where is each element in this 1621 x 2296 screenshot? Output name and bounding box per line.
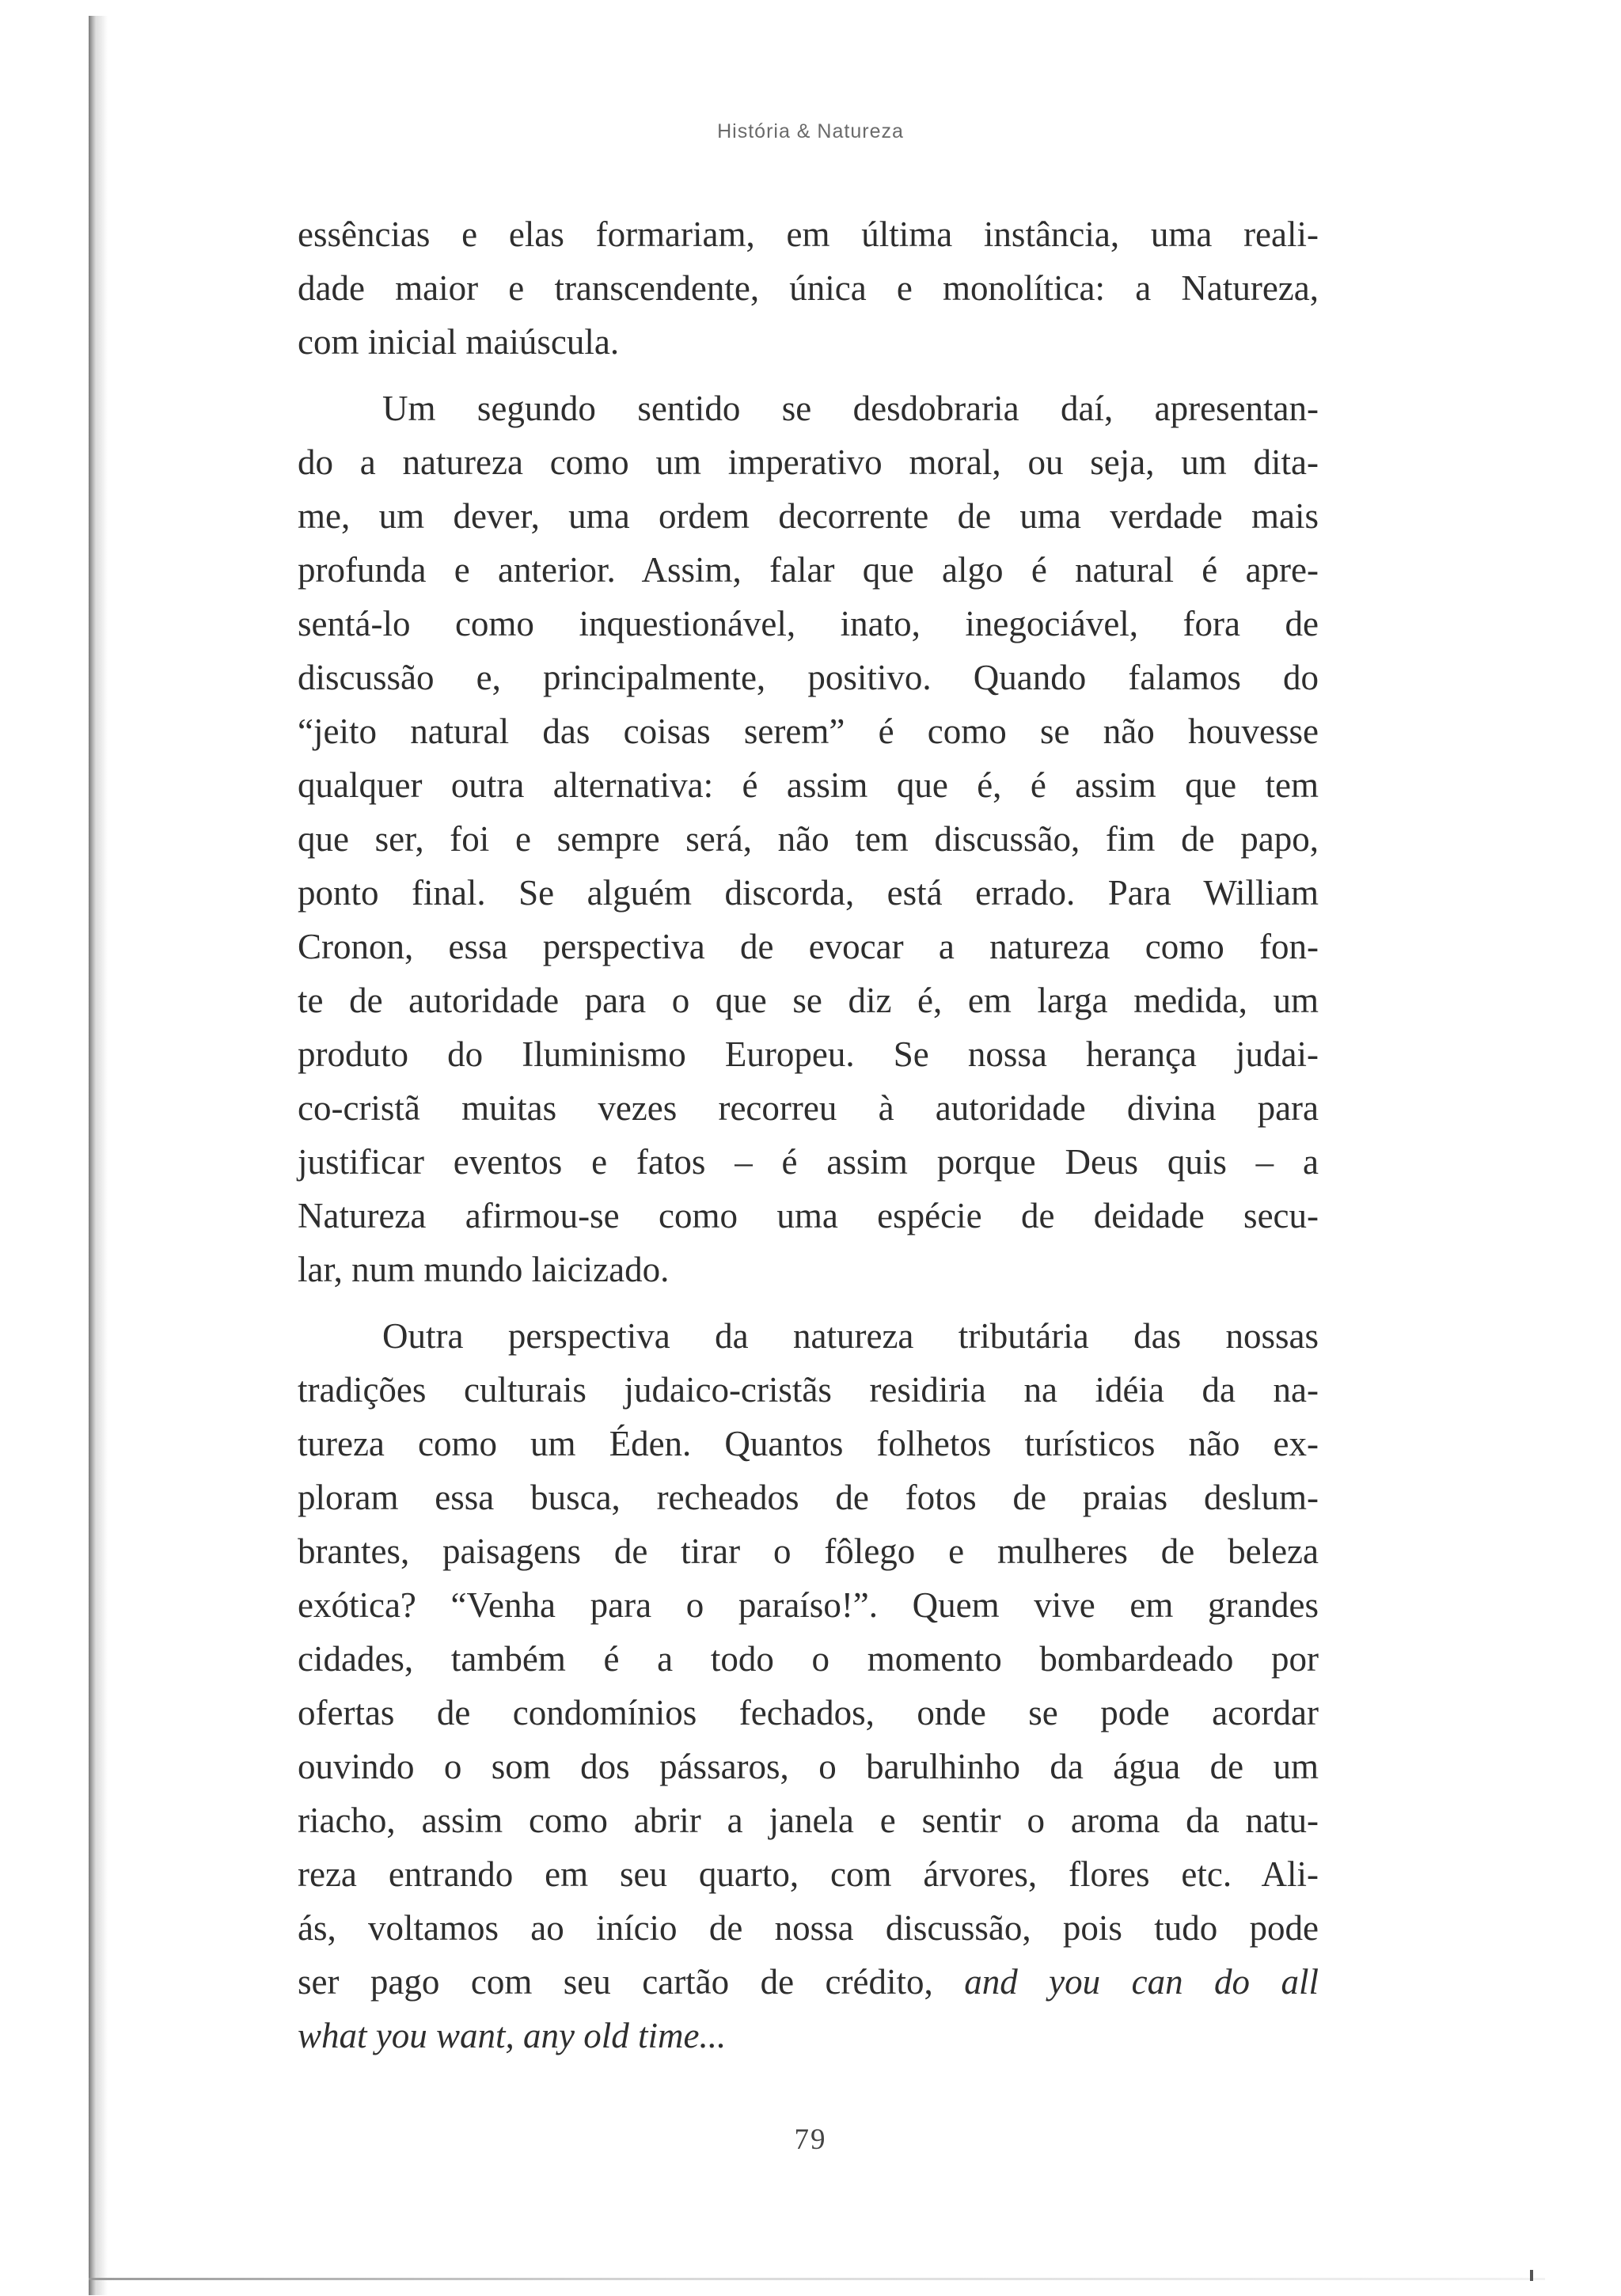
- paragraph-3: [298, 1309, 1319, 2063]
- text-line: cidades, também é a todo o momento bombardeado por: [298, 1639, 1319, 1679]
- text-line: lar, num mundo laicizado.: [298, 1250, 670, 1289]
- text-line: te de autoridade para o que se diz é, em larga medida, um: [298, 981, 1319, 1020]
- text-line: [298, 1955, 1319, 2009]
- text-line: Cronon, essa perspectiva de evocar a natureza como fon-: [298, 927, 1319, 966]
- running-head: História & Natureza: [717, 120, 904, 142]
- text-line: qualquer outra alternativa: é assim que é, é assim que tem: [298, 765, 1319, 805]
- text-run-italic: and you can do all: [964, 1962, 1319, 2002]
- text-line: exótica? “Venha para o paraíso!”. Quem vive em grandes: [298, 1585, 1319, 1625]
- body-text: [298, 207, 1319, 2063]
- text-line: reza entrando em seu quarto, com árvores, flores etc. Ali-: [298, 1854, 1319, 1894]
- text-line: com inicial maiúscula.: [298, 322, 620, 362]
- text-run-plain: ser pago com seu cartão de crédito,: [298, 1962, 965, 2002]
- text-line: profunda e anterior. Assim, falar que algo é natural é apre-: [298, 550, 1319, 590]
- text-line: essências e elas formariam, em última instância, uma reali-: [298, 214, 1319, 254]
- text-line: co-cristã muitas vezes recorreu à autoridade divina para: [298, 1088, 1319, 1128]
- text-line: do a natureza como um imperativo moral, ou seja, um dita-: [298, 442, 1319, 482]
- text-line: ouvindo o som dos pássaros, o barulhinho da água de um: [298, 1747, 1319, 1786]
- text-line: ás, voltamos ao início de nossa discussão, pois tudo pode: [298, 1908, 1319, 1948]
- scan-shadow-left: [89, 16, 97, 2295]
- text-line: “jeito natural das coisas serem” é como se não houvesse: [298, 712, 1319, 751]
- page-number: 79: [794, 2123, 827, 2156]
- text-line: ofertas de condomínios fechados, onde se pode acordar: [298, 1693, 1319, 1732]
- text-line: what you want, any old time...: [298, 2016, 727, 2055]
- text-line: Outra perspectiva da natureza tributária das nossas: [382, 1316, 1319, 1356]
- scan-shadow-left-soft: [97, 16, 108, 2295]
- paragraph-2: [298, 381, 1319, 1296]
- text-line: Um segundo sentido se desdobraria daí, apresentan-: [382, 389, 1319, 428]
- text-line: tradições culturais judaico-cristãs residiria na idéia da na-: [298, 1370, 1319, 1410]
- text-line: tureza como um Éden. Quantos folhetos turísticos não ex-: [298, 1424, 1319, 1463]
- text-line: dade maior e transcendente, única e monolítica: a Natureza,: [298, 268, 1319, 308]
- text-line: que ser, foi e sempre será, não tem discussão, fim de papo,: [298, 819, 1319, 859]
- text-line: me, um dever, uma ordem decorrente de uma verdade mais: [298, 496, 1319, 536]
- text-line: riacho, assim como abrir a janela e sentir o aroma da natu-: [298, 1801, 1319, 1840]
- text-line: ploram essa busca, recheados de fotos de praias deslum-: [298, 1478, 1319, 1517]
- paragraph-1: [298, 207, 1319, 369]
- scan-shadow-bottom: [89, 2278, 1545, 2280]
- text-line: ponto final. Se alguém discorda, está errado. Para William: [298, 873, 1319, 913]
- text-line: brantes, paisagens de tirar o fôlego e mulheres de beleza: [298, 1531, 1319, 1571]
- text-line: justificar eventos e fatos – é assim porque Deus quis – a: [298, 1142, 1319, 1182]
- text-line: Natureza afirmou-se como uma espécie de deidade secu-: [298, 1196, 1319, 1235]
- text-line: discussão e, principalmente, positivo. Quando falamos do: [298, 658, 1319, 697]
- text-line: produto do Iluminismo Europeu. Se nossa herança judai-: [298, 1034, 1319, 1074]
- text-line: sentá-lo como inquestionável, inato, inegociável, fora de: [298, 604, 1319, 643]
- scan-mark: [1530, 2270, 1533, 2281]
